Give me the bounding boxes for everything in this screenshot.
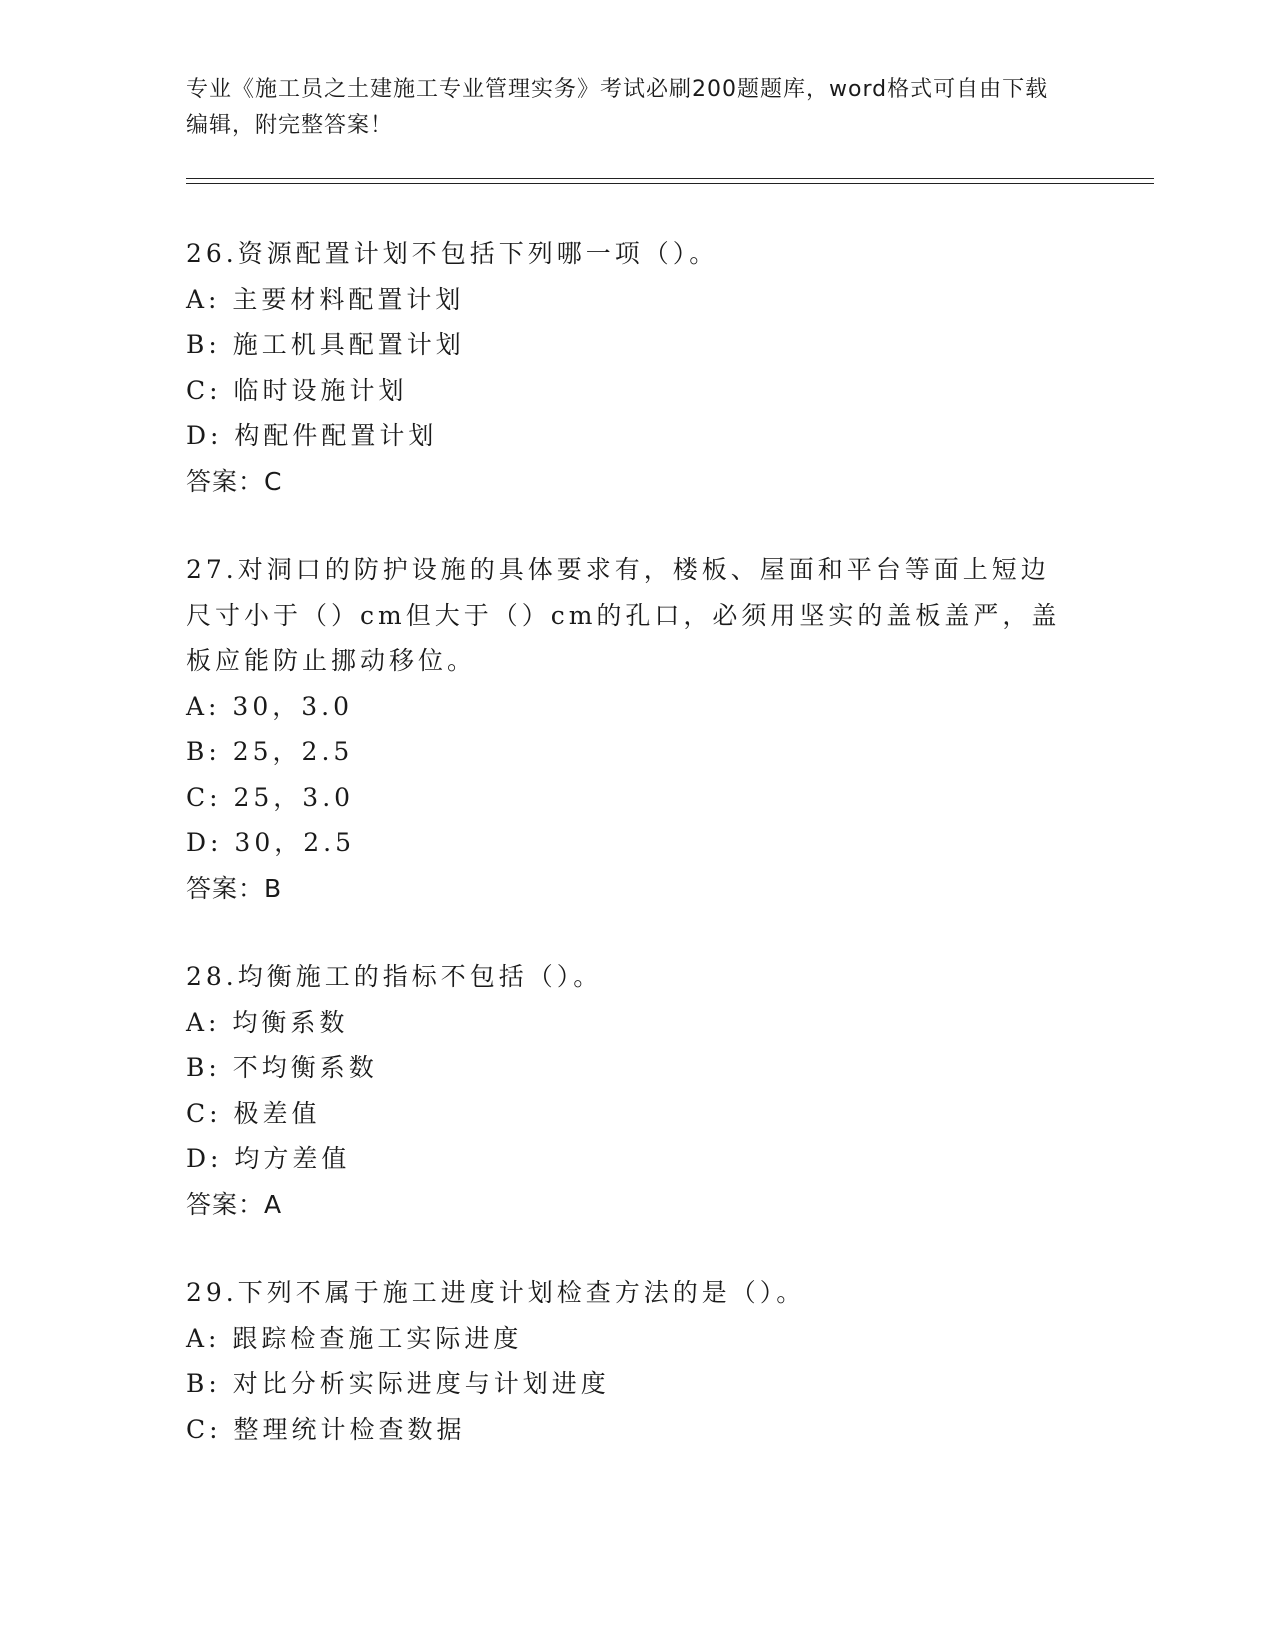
header-rule-bottom bbox=[186, 183, 1154, 184]
document-header: 专业《施工员之土建施工专业管理实务》考试必刷200题题库，word格式可自由下载编辑，附完整答案！ bbox=[186, 77, 1049, 138]
option-a: A: 均衡系数 bbox=[186, 1007, 349, 1037]
option-a: A: 主要材料配置计划 bbox=[186, 284, 465, 314]
option-b: B: 25，2.5 bbox=[186, 737, 354, 766]
option-a: A: 30，3.0 bbox=[186, 691, 353, 721]
answer-line: 答案：B bbox=[186, 873, 283, 903]
option-b: B: 施工机具配置计划 bbox=[186, 330, 465, 359]
option-c: C: 极差值 bbox=[186, 1098, 321, 1128]
option-b: B: 不均衡系数 bbox=[186, 1053, 378, 1082]
option-d: D: 均方差值 bbox=[186, 1144, 351, 1173]
question-item bbox=[186, 1270, 1086, 1452]
option-d: D: 30，2.5 bbox=[186, 828, 355, 857]
header-rule-top bbox=[186, 178, 1154, 179]
option-d: D: 构配件配置计划 bbox=[186, 421, 438, 450]
answer-line: 答案：C bbox=[186, 466, 283, 496]
answer-line: 答案：A bbox=[186, 1189, 283, 1219]
question-stem: 29.下列不属于施工进度计划检查方法的是（）。 bbox=[186, 1278, 806, 1307]
question-stem: 28.均衡施工的指标不包括（）。 bbox=[186, 962, 603, 991]
question-stem: 26.资源配置计划不包括下列哪一项（）。 bbox=[186, 239, 719, 268]
question-stem: 27.对洞口的防护设施的具体要求有，楼板、屋面和平台等面上短边尺寸小于（）cm但大于（）cm的孔口，必须用坚实的盖板盖严，盖板应能防止挪动移位。 bbox=[186, 555, 1061, 675]
question-item bbox=[186, 954, 1086, 1227]
question-list bbox=[186, 231, 1086, 1495]
question-item bbox=[186, 231, 1086, 504]
option-b: B: 对比分析实际进度与计划进度 bbox=[186, 1369, 610, 1398]
option-a: A: 跟踪检查施工实际进度 bbox=[186, 1323, 523, 1353]
option-c: C: 临时设施计划 bbox=[186, 375, 408, 405]
option-c: C: 25，3.0 bbox=[186, 782, 355, 812]
question-item bbox=[186, 547, 1086, 911]
option-c: C: 整理统计检查数据 bbox=[186, 1414, 466, 1444]
